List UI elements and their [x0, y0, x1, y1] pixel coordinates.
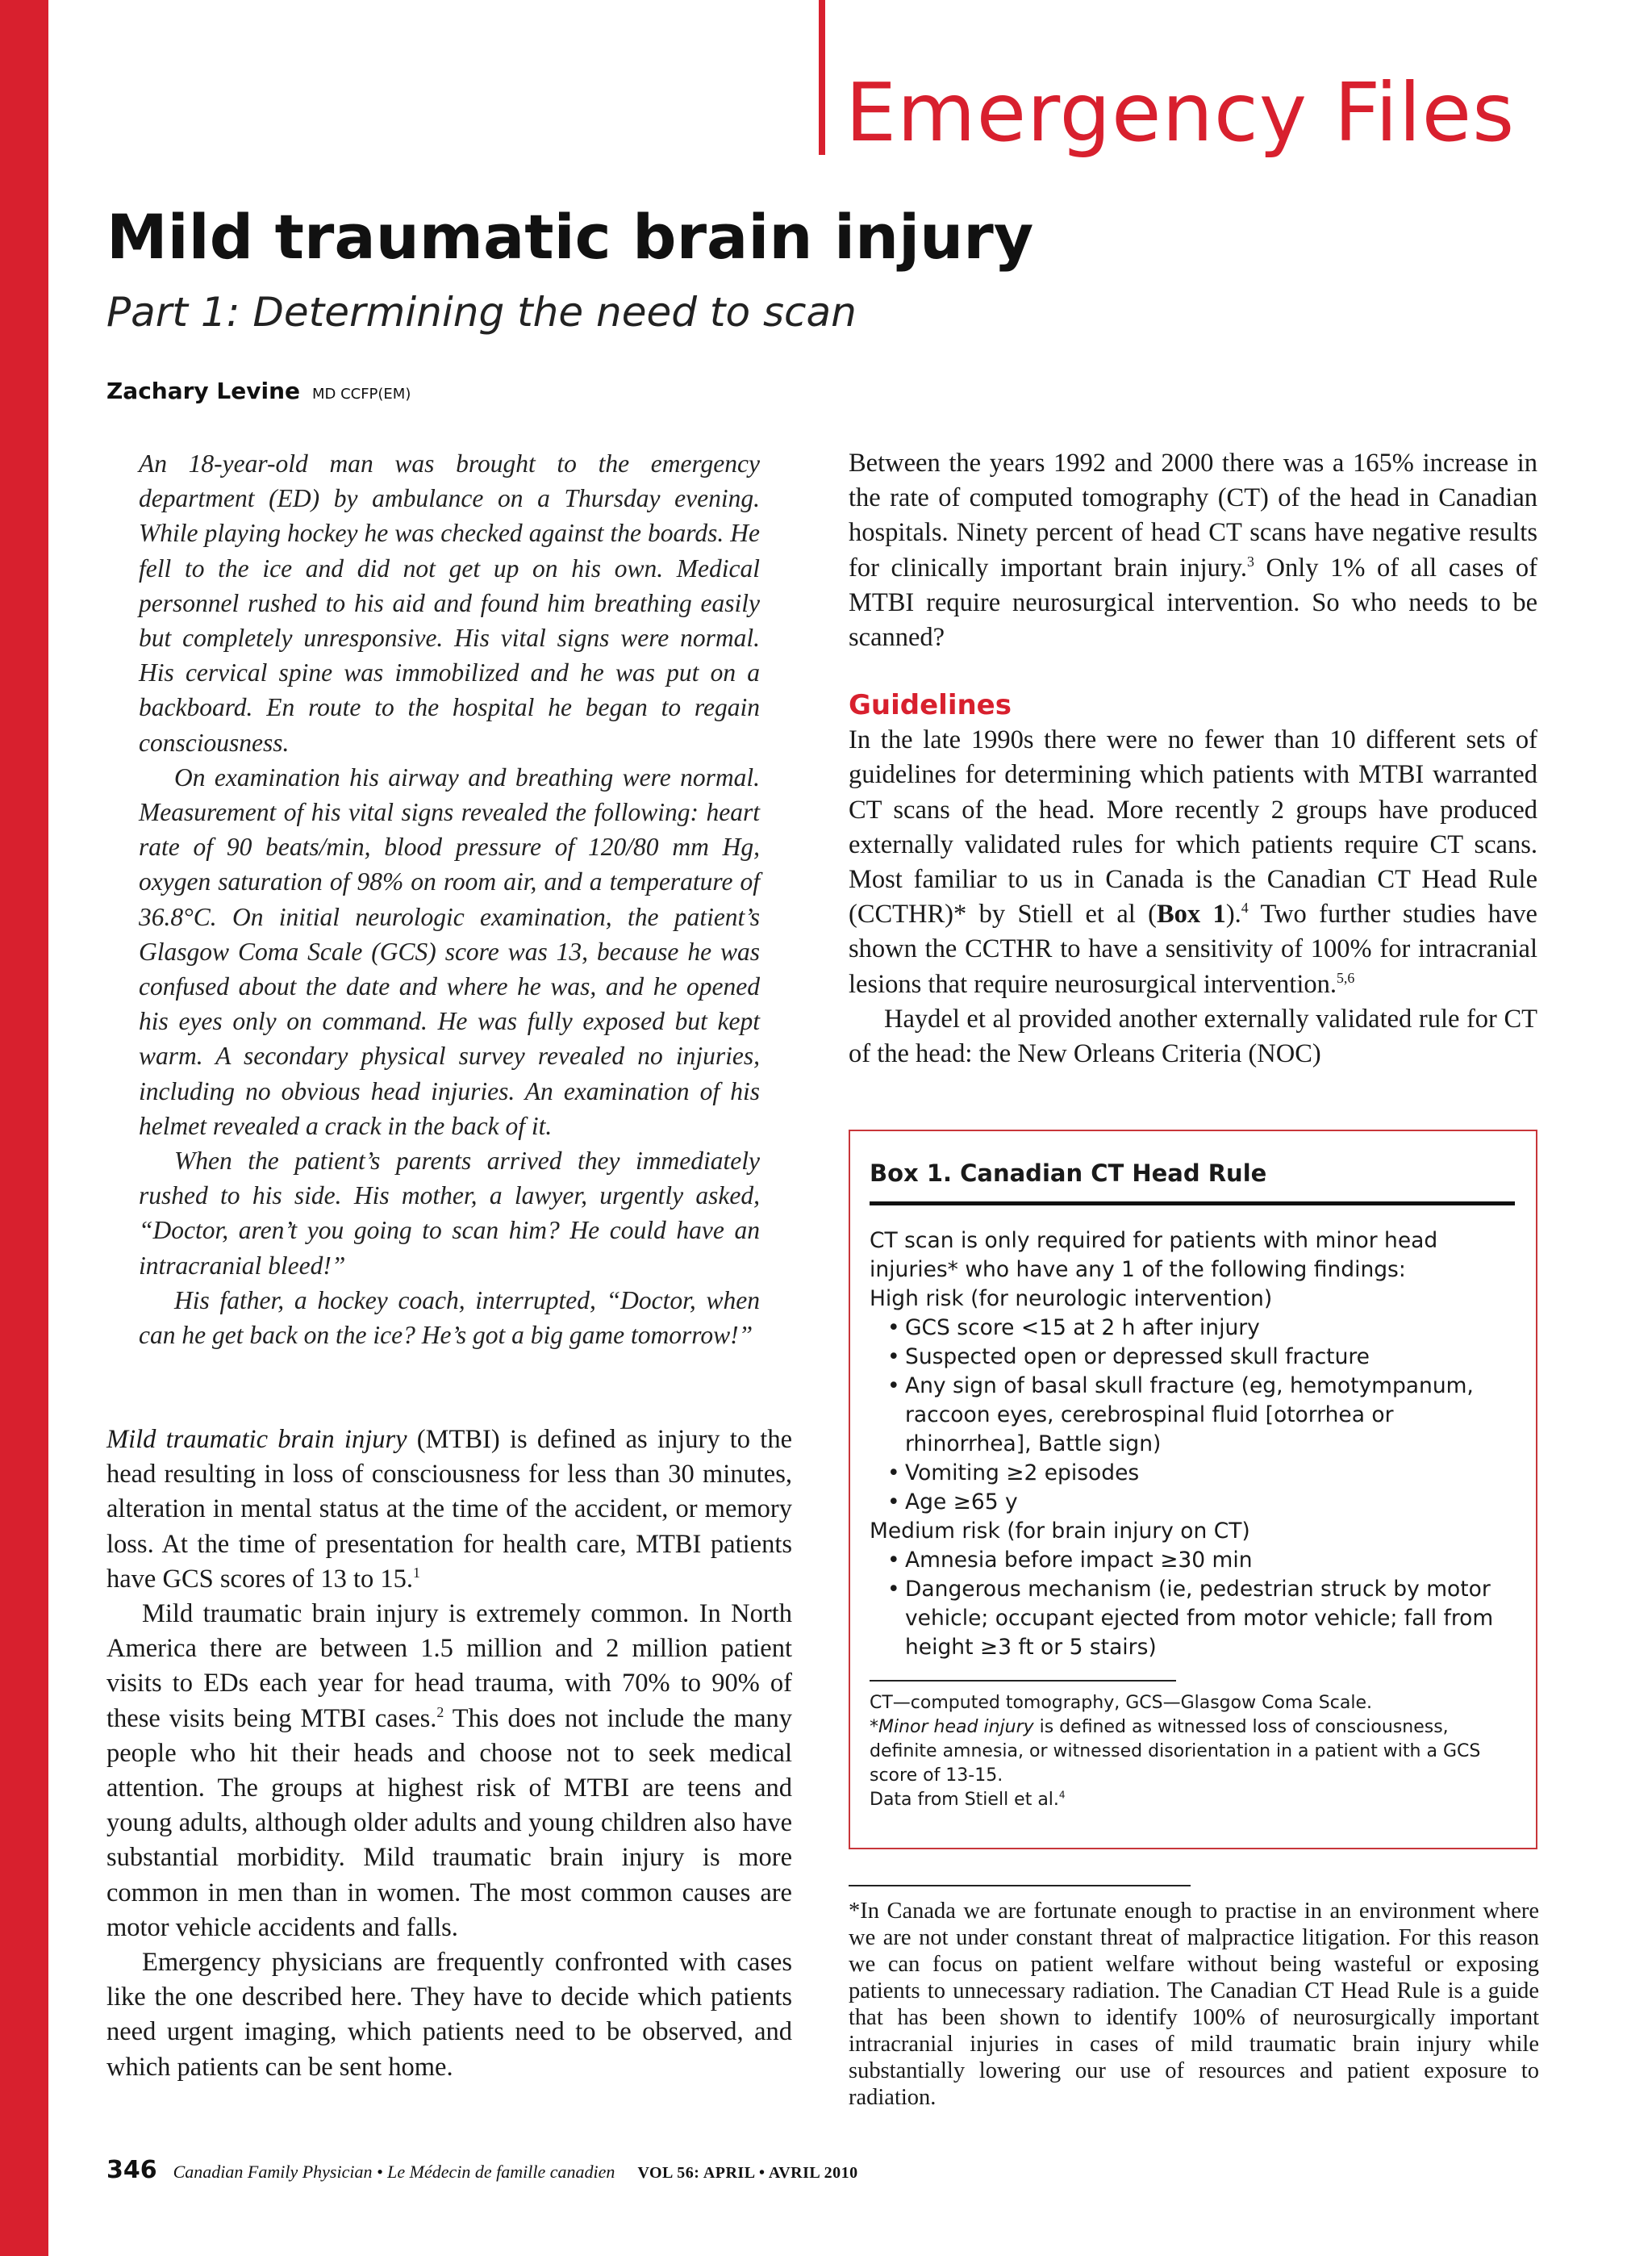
- body-paragraph: Emergency physicians are frequently confronted with cases like the one described here. They have to decide which patients need urgent imaging, which patients need to be observed, and which patients can be sent home.: [106, 1948, 792, 2082]
- body-paragraph: Mild traumatic brain injury (MTBI) is defined as injury to the head resulting in loss of consciousness for less than 30 minutes, alteration in mental status at the time of the accident, or memory loss. At the time of presentation for health care, MTBI patients have GCS scores of 13 to 15.$^1$: [106, 1425, 792, 1594]
- reference-marker: 5,6: [1337, 969, 1355, 986]
- section-heading-guidelines: Guidelines: [849, 689, 1012, 722]
- list-item: • Amnesia before impact ≥30 min: [870, 1546, 1515, 1575]
- body-right-column: [849, 446, 1537, 1072]
- author-name: Zachary Levine: [106, 378, 301, 404]
- case-paragraph: His father, a hockey coach, interrupted, “Doctor, when can he get back on the ice? He’s got a big game tomorrow!”: [139, 1285, 760, 1350]
- box-intro: CT scan is only required for patients with minor head injuries* who have any 1 of the following findings:: [870, 1228, 1438, 1282]
- body-paragraph: Mild traumatic brain injury is extremely common. In North America there are between 1.5 million and 2 million patient visits to EDs each year for head trauma, with 70% to 90% of these visits being MTBI cases.$^2$ This does not include the many people who hit their heads and choose not to seek medical attention. The groups at highest risk of MTBI are teens and young adults, although older adults and young children also have substantial morbidity. Mild traumatic brain injury is more common in men than in women. The most common causes are motor vehicle accidents and falls.: [106, 1599, 792, 1942]
- body-paragraph: Haydel et al provided another externally validated rule for CT of the head: the New Orleans Criteria (NOC): [849, 1004, 1537, 1069]
- box-footnotes: [870, 1691, 1515, 1812]
- section-title: Emergency Files: [845, 65, 1516, 160]
- section-divider-rule: [819, 0, 825, 155]
- case-vignette: [139, 446, 760, 1352]
- list-item: • Vomiting ≥2 episodes: [870, 1459, 1515, 1488]
- box1-canadian-ct-head-rule: [849, 1130, 1537, 1849]
- reference-marker: 1: [413, 1564, 420, 1581]
- case-paragraph: When the patient’s parents arrived they immediately rushed to his side. His mother, a lawyer, urgently asked, “Doctor, aren’t you going to scan him? He could have an intracranial bleed!”: [139, 1147, 760, 1280]
- reference-marker: 4: [1058, 1789, 1066, 1801]
- list-item: • Dangerous mechanism (ie, pedestrian struck by motor vehicle; occupant ejected from motor vehicle; fall from height ≥3 ft or 5 stairs): [870, 1575, 1515, 1662]
- high-risk-list: [870, 1314, 1515, 1517]
- author-credentials: MD CCFP(EM): [311, 386, 411, 403]
- box-reference: Box 1: [1157, 900, 1226, 930]
- journal-name: Canadian Family Physician • Le Médecin de famille canadien: [173, 2162, 615, 2182]
- case-paragraph: On examination his airway and breathing were normal. Measurement of his vital signs revealed the following: heart rate of 90 beats/min, blood pressure of 120/80 mm Hg, oxygen saturation of 98% on room air, and a temperature of 36.8°C. On initial neurologic examination, the patient’s Glasgow Coma Scale (GCS) score was 13, because he was confused about the date and where he was, and he opened his eyes only on command. He was fully exposed but kept warm. A secondary physical survey revealed no injuries, including no obvious head injuries. An examination of his helmet revealed a crack in the back of it.: [139, 762, 760, 1140]
- reference-marker: 2: [436, 1703, 444, 1720]
- box-definition: *Minor head injury is defined as witnessed loss of consciousness, definite amnesia, or witnessed disorientation in a patient with a GCS score of 13-15.: [870, 1717, 1481, 1786]
- box-source: Data from Stiell et al.$^4$: [870, 1789, 1066, 1810]
- medium-risk-list: [870, 1546, 1515, 1662]
- left-accent-bar: [0, 0, 48, 2256]
- box-abbreviations: CT—computed tomography, GCS—Glasgow Coma Scale.: [870, 1693, 1372, 1713]
- issue-info: VOL 56: APRIL • AVRIL 2010: [637, 2164, 858, 2182]
- body-paragraph: Between the years 1992 and 2000 there was a 165% increase in the rate of computed tomography (CT) of the head in Canadian hospitals. Ninety percent of head CT scans have negative results for clinically important brain injury.$^3$ Only 1% of all cases of MTBI require neurosurgical intervention. So who needs to be scanned?: [849, 449, 1537, 653]
- box-footnote-rule: [870, 1680, 1176, 1682]
- author-line: [106, 378, 411, 404]
- box-body: [870, 1226, 1515, 1662]
- article-title: Mild traumatic brain injury: [106, 201, 1034, 273]
- body-left-column: [106, 1423, 792, 2085]
- list-item: • GCS score <15 at 2 h after injury: [870, 1314, 1515, 1343]
- list-item: • Suspected open or depressed skull fracture: [870, 1343, 1515, 1372]
- footnote-rule: [849, 1885, 1191, 1886]
- reference-marker: 4: [1241, 900, 1249, 917]
- case-paragraph: An 18-year-old man was brought to the emergency department (ED) by ambulance on a Thursday evening. While playing hockey he was checked against the boards. He fell to the ice and did not get up on his own. Medical personnel rushed to his aid and found him breathing easily but completely unresponsive. His vital signs were normal. His cervical spine was immobilized and he was put on a backboard. En route to the hospital he began to regain consciousness.: [139, 449, 760, 757]
- defined-term: Mild traumatic brain injury: [106, 1425, 407, 1454]
- box-title-rule: [870, 1201, 1515, 1205]
- body-paragraph: In the late 1990s there were no fewer than 10 different sets of guidelines for determining which patients with MTBI warranted CT scans of the head. More recently 2 groups have produced externally validated rules for which patients require CT scans. Most familiar to us in Canada is the Canadian CT Head Rule (CCTHR)* by Stiell et al (Box 1).$^4$ Two further studies have shown the CCTHR to have a sensitivity of 100% for intracranial lesions that require neurosurgical intervention.$^{5,6}$: [849, 725, 1537, 999]
- page-number: 346: [106, 2156, 157, 2184]
- high-risk-label: High risk (for neurologic intervention): [870, 1286, 1273, 1311]
- medium-risk-label: Medium risk (for brain injury on CT): [870, 1519, 1250, 1544]
- reference-marker: 3: [1246, 553, 1254, 570]
- list-item: • Age ≥65 y: [870, 1488, 1515, 1517]
- article-subtitle: Part 1: Determining the need to scan: [106, 289, 857, 336]
- box-title: Box 1. Canadian CT Head Rule: [870, 1159, 1267, 1187]
- page-footnote: *In Canada we are fortunate enough to practise in an environment where we are not under constant threat of malpractice litigation. For this reason we can focus on patient welfare without being wasteful or exposing patients to unnecessary radiation. The Canadian CT Head Rule is a guide that has been shown to identify 100% of neurosurgically important intracranial injuries in cases of mild traumatic brain injury while substantially lowering our use of resources and patient exposure to radiation.: [849, 1899, 1539, 2110]
- page-footer: [106, 2156, 858, 2184]
- list-item: • Any sign of basal skull fracture (eg, hemotympanum, raccoon eyes, cerebrospinal fluid [otorrhea or rhinorrhea], Battle sign): [870, 1372, 1515, 1459]
